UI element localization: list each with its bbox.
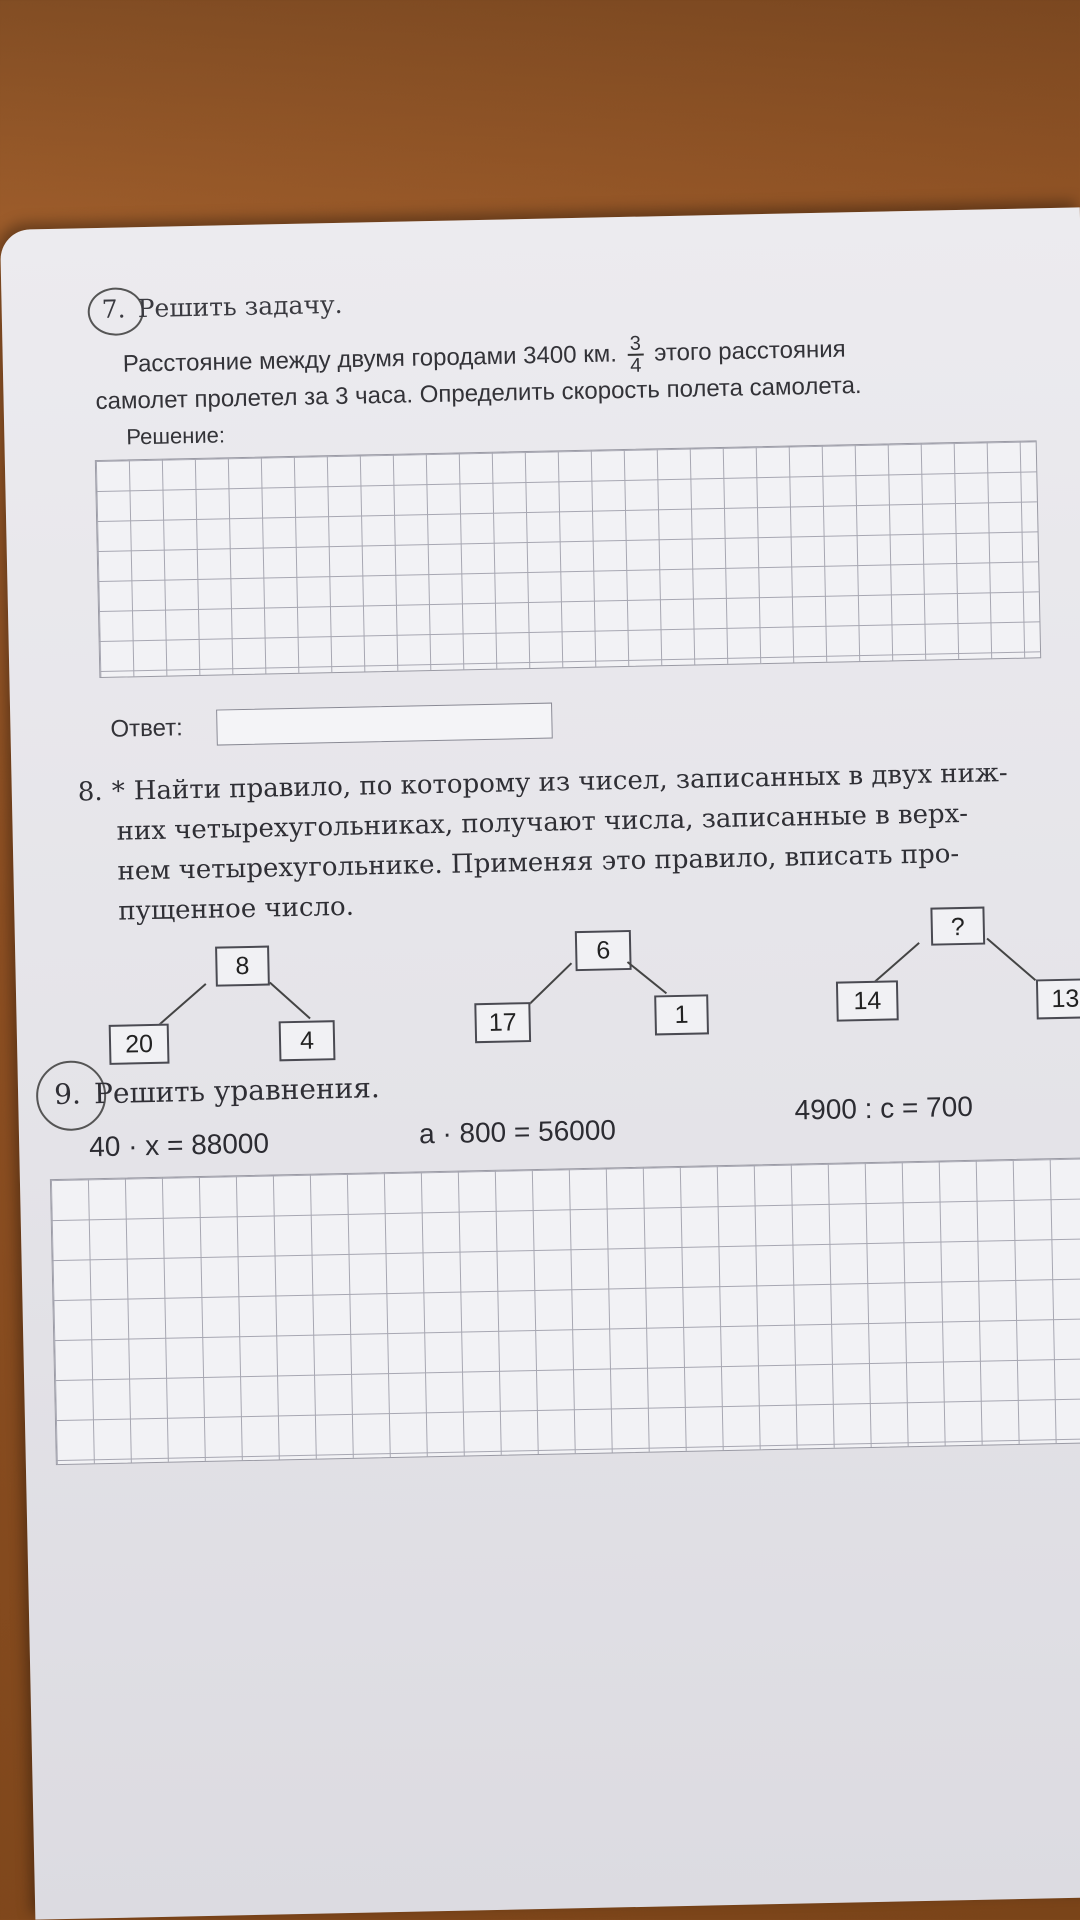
tree-2-right-line — [627, 961, 667, 994]
task-7-text-line-2: самолет пролетел за 3 часа. Определить скорость полета самолета. — [95, 371, 862, 416]
task-9-number: 9. — [53, 1077, 82, 1112]
task-7-text-line-1b: этого расстояния — [653, 335, 846, 367]
task-7-title: Решить задачу. — [137, 289, 343, 324]
tree-1-left-box: 20 — [109, 1024, 170, 1065]
task-8-text-line-4: пущенное число. — [117, 891, 355, 927]
workbook-page — [0, 207, 1080, 1919]
tree-1-right-box: 4 — [279, 1020, 336, 1061]
tree-3-top-box[interactable]: ? — [930, 907, 985, 946]
tree-2-right-box: 1 — [654, 994, 709, 1035]
tree-3-left-box: 14 — [836, 980, 899, 1021]
tree-3-right-box: 13 — [1036, 978, 1080, 1019]
task-8-text-line-3: нем четырехугольнике. Применяя это правило, вписать про- — [117, 839, 960, 887]
fraction-three-quarters — [627, 334, 644, 376]
task-8-text-line-2: них четырехугольниках, получают числа, записанные в верх- — [116, 798, 969, 847]
equation-2: a · 800 = 56000 — [418, 1114, 617, 1150]
task-8-star: * — [111, 776, 126, 807]
fraction-denominator: 4 — [629, 354, 642, 377]
tree-1-top-box: 8 — [215, 946, 270, 987]
answer-field[interactable] — [216, 703, 553, 746]
tree-2-left-box: 17 — [474, 1002, 531, 1043]
tree-1-right-line — [269, 982, 311, 1019]
equation-3: 4900 : c = 700 — [794, 1090, 974, 1126]
task-7-number: 7. — [101, 294, 126, 324]
tree-2-top-box: 6 — [575, 930, 632, 971]
equation-1: 40 · x = 88000 — [88, 1127, 270, 1163]
tree-3-right-line — [986, 938, 1036, 981]
task-8-text-line-1: Найти правило, по которому из чисел, записанных в двух ниж- — [133, 758, 1008, 807]
tree-1-left-line — [159, 983, 207, 1025]
solution-label: Решение: — [126, 422, 226, 450]
task-7-text-line-1a: Расстояние между двумя городами 3400 км. — [122, 340, 618, 378]
equations-grid[interactable] — [50, 1157, 1080, 1465]
task-9-title: Решить уравнения. — [93, 1071, 381, 1111]
answer-label: Ответ: — [110, 714, 184, 743]
fraction-numerator: 3 — [629, 332, 642, 355]
solution-grid[interactable] — [95, 440, 1041, 678]
task-8-number: 8. — [77, 776, 103, 808]
